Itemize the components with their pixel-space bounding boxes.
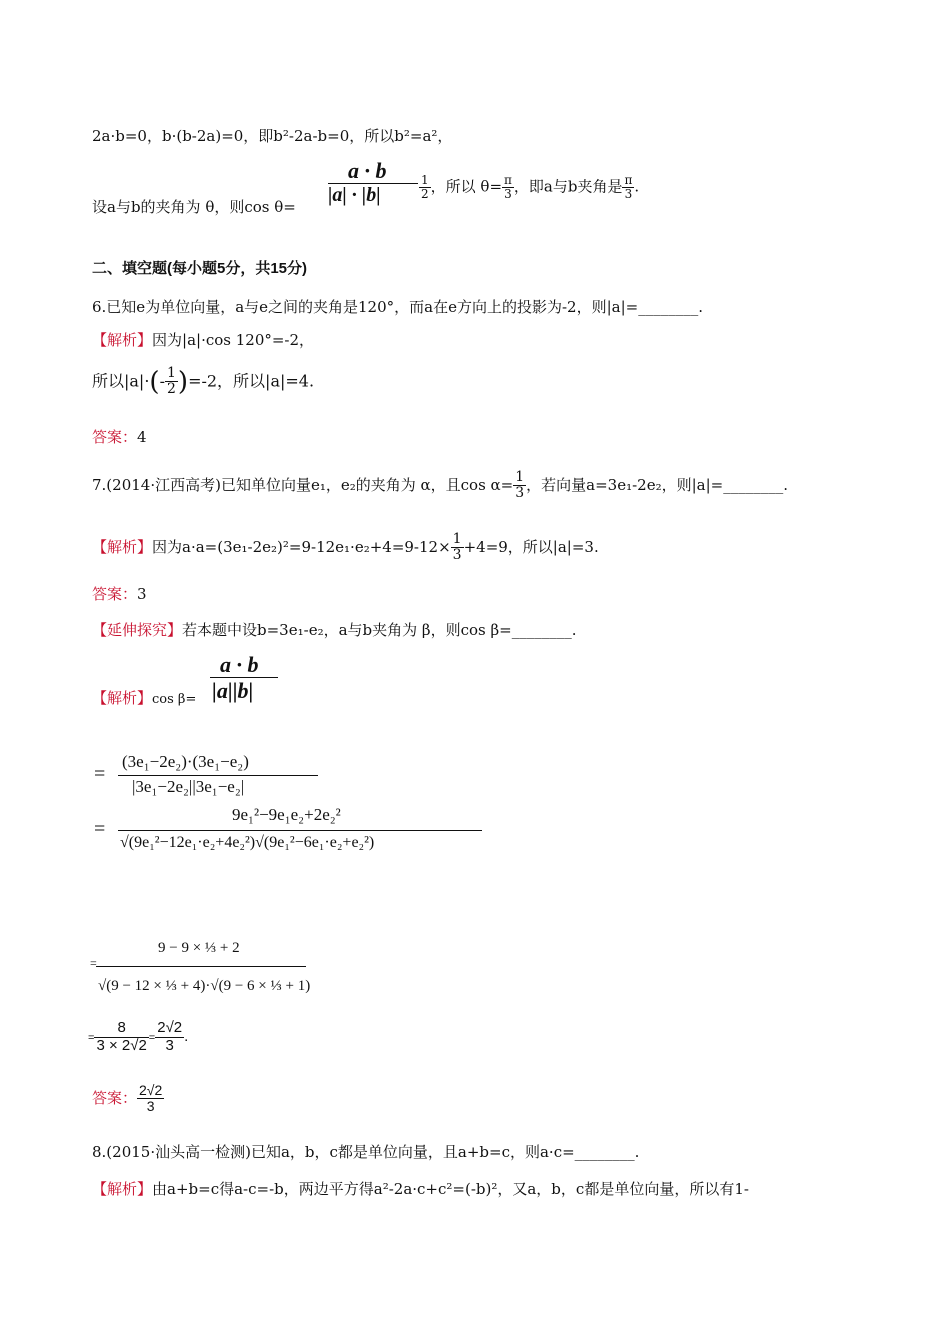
formula-4-num-2: 2√2 (157, 1019, 183, 1036)
solution-6-text-1: 因为|a|·cos 120°=-2， (152, 331, 315, 349)
question-7-b: ，若向量a=3e₁-2e₂，则|a|=________. (526, 475, 788, 494)
pi2-num: π (624, 173, 633, 187)
pi1-num: π (504, 173, 512, 187)
extension-text: 若本题中设b=3e₁-e₂，a与b夹角为 β，则cos β=________. (182, 621, 577, 639)
answer-6 (92, 427, 147, 447)
half-den: 2 (421, 187, 429, 202)
answer-6-value: 4 (137, 428, 147, 446)
eq-sign-5: = (148, 1031, 156, 1044)
beta-line (92, 688, 196, 710)
formula-2-num: 9e₁²−9e₁e₂+2e₂² (232, 805, 341, 824)
formula-4-den-1: 3 × 2√2 (96, 1036, 147, 1054)
third-den: 3 (515, 485, 525, 502)
answer-label: 答案： (92, 585, 138, 603)
formula-1-bar (118, 775, 318, 776)
jiexi-tag: 【解析】 (92, 689, 153, 707)
jiexi-tag: 【解析】 (92, 537, 153, 556)
neg-sign: - (159, 371, 165, 391)
solution-7-a: 因为a·a=(3e₁-2e₂)²=9-12e₁·e₂+4=9-12× (152, 537, 451, 556)
formula-3-num: 9 − 9 × ⅓ + 2 (158, 940, 240, 956)
line-2-rest (419, 174, 639, 201)
period: . (184, 1027, 189, 1045)
formula-3-bar (96, 966, 306, 967)
extension (92, 620, 576, 640)
answer-label: 答案： (92, 428, 138, 446)
answer-ext (92, 1083, 164, 1115)
question-8: 8.(2015·汕头高一检测)已知a，b，c都是单位向量，且a+b=c，则a·c=________. (92, 1143, 640, 1161)
formula-4-den-2: 3 (165, 1036, 174, 1054)
paren-left: ( (149, 366, 160, 397)
half2-num: 1 (166, 365, 176, 381)
solution-6-text-2a: 所以|a|· (92, 371, 150, 391)
answer-ext-num: 2√2 (139, 1082, 163, 1098)
solution-6-text-2b: =-2，所以|a|=4. (188, 371, 315, 391)
answer-label: 答案： (92, 1088, 138, 1107)
third2-den: 3 (452, 547, 462, 564)
question-7 (92, 470, 788, 502)
answer-ext-den: 3 (146, 1098, 155, 1115)
formula-4 (88, 1020, 188, 1054)
solution-7 (92, 532, 599, 564)
answer-7 (92, 584, 147, 604)
section-heading: 二、填空题(每小题5分，共15分) (92, 260, 308, 277)
line-2-mid: ，所以 θ= (430, 177, 503, 196)
beta-prefix: cos β= (152, 692, 197, 707)
solution-7-b: +4=9，所以|a|=3. (463, 537, 599, 556)
pi2-den: 3 (624, 187, 633, 202)
solution-8 (92, 1179, 749, 1199)
eq-sign-3: = (90, 956, 97, 970)
line-2-prefix: 设a与b的夹角为 θ，则cos θ= (92, 198, 296, 216)
beta-denominator: |a||b| (212, 678, 254, 703)
formula-4-num-1: 8 (94, 1020, 148, 1038)
pi1-den: 3 (504, 187, 512, 202)
frac-numerator: a · b (348, 158, 387, 183)
formula-3-den: √(9 − 12 × ⅓ + 4)·√(9 − 6 × ⅓ + 1) (98, 978, 311, 994)
eq-sign-4: = (88, 1031, 95, 1044)
beta-numerator: a · b (220, 652, 259, 677)
formula-2-bar (118, 830, 482, 831)
line-2-end: . (634, 177, 640, 196)
solution-8-text: 由a+b=c得a-c=-b，两边平方得a²-2a·c+c²=(-b)²，又a，b，c都是单位向量，所以有1- (152, 1180, 749, 1198)
line-2-mid2: ，即a与b夹角是 (513, 177, 623, 196)
third2-num: 1 (452, 531, 462, 547)
formula-1-den: |3e₁−2e₂||3e₁−e₂| (132, 777, 245, 796)
solution-6-line-2 (92, 366, 314, 398)
yanshen-tag: 【延伸探究】 (92, 621, 183, 639)
formula-2-den: √(9e₁²−12e₁·e₂+4e₂²)√(9e₁²−6e₁·e₂+e₂²) (120, 834, 375, 851)
question-6: 6.已知e为单位向量，a与e之间的夹角是120°，而a在e方向上的投影为-2，则|a|=________. (92, 298, 703, 316)
jiexi-tag: 【解析】 (92, 1180, 153, 1198)
eq-sign-2: = (94, 818, 106, 840)
solution-6-line-1 (92, 330, 314, 350)
jiexi-tag: 【解析】 (92, 331, 153, 349)
question-7-a: 7.(2014·江西高考)已知单位向量e₁，e₂的夹角为 α，且cos α= (92, 475, 514, 494)
line-1: 2a·b=0，b·(b-2a)=0，即b²-2a-b=0，所以b²=a²， (92, 127, 453, 145)
eq-sign-1: = (94, 763, 106, 785)
formula-1-num: (3e₁−2e₂)·(3e₁−e₂) (122, 752, 249, 771)
frac-denominator: |a| · |b| (328, 184, 381, 206)
answer-7-value: 3 (137, 585, 147, 603)
half2-den: 2 (166, 381, 176, 398)
third-num: 1 (515, 469, 525, 485)
half-num: 1 (421, 173, 429, 187)
paren-right: ) (177, 366, 189, 397)
